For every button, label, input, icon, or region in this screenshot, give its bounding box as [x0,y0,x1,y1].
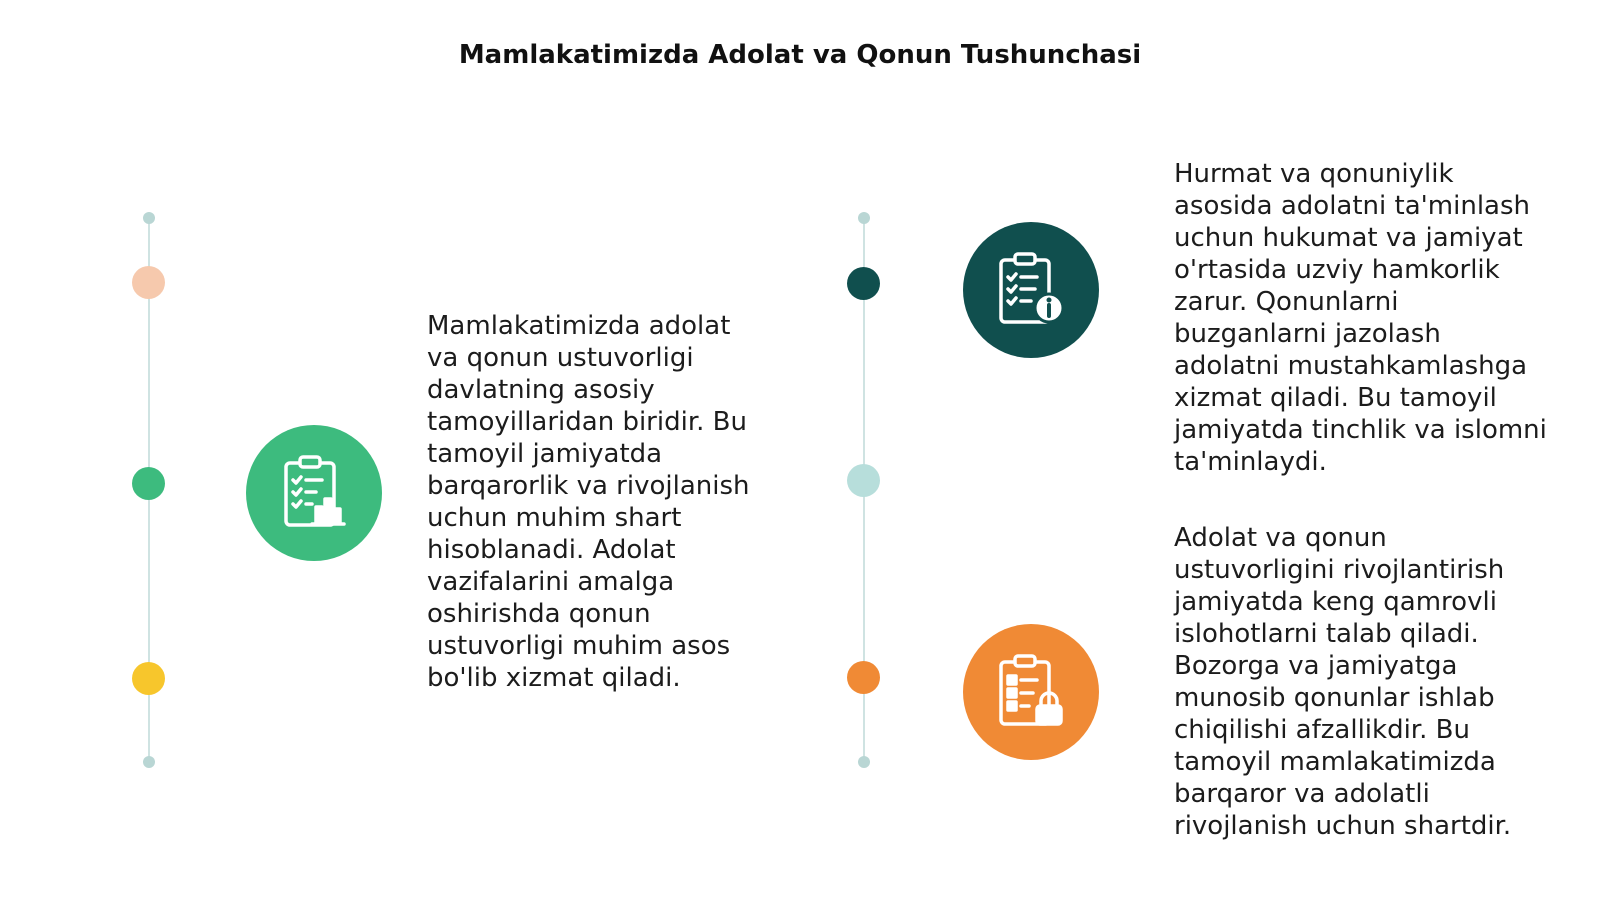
description-text-2: Hurmat va qonuniylik asosida adolatni ta'minlash uchun hukumat va jamiyat o'rtasida uzviy hamkorlik zarur. Qonunlarni buzganlarni jazolash adolatni mustahkamlashga xizmat qiladi. Bu tamoyil jamiyatda tinchlik va islomni ta'minlaydi. [1174,159,1547,477]
timeline-end-dot [858,756,870,768]
timeline-end-dot [143,756,155,768]
right-timeline [844,212,884,768]
timeline-marker-dark-teal [847,267,880,300]
clipboard-info-icon [963,222,1099,358]
clipboard-chart-icon [246,425,382,561]
timeline-end-dot [858,212,870,224]
timeline-marker-light-teal [847,464,880,497]
description-text-1: Mamlakatimizda adolat va qonun ustuvorligi davlatning asosiy tamoyillaridan biridir. Bu tamoyil jamiyatda barqarorlik va rivojlanish uchun muhim shart hisoblanadi. Adolat vazifalarini amalga oshirishda qonun ustuvorligi muhim asos bo'lib xizmat qiladi. [427,311,750,693]
clipboard-lock-icon [963,624,1099,760]
timeline-marker-yellow [132,662,165,695]
page-title: Mamlakatimizda Adolat va Qonun Tushunchasi [458,40,1142,70]
timeline-marker-orange [847,661,880,694]
description-text-3: Adolat va qonun ustuvorligini rivojlantirish jamiyatda keng qamrovli islohotlarni talab qiladi. Bozorga va jamiyatga munosib qonunlar ishlab chiqilishi afzallikdir. Bu tamoyil mamlakatimizda barqaror va adolatli rivojlanish uchun shartdir. [1174,523,1512,841]
timeline-marker-green [132,467,165,500]
timeline-end-dot [143,212,155,224]
timeline-marker-peach [132,266,165,299]
left-timeline [129,212,169,768]
